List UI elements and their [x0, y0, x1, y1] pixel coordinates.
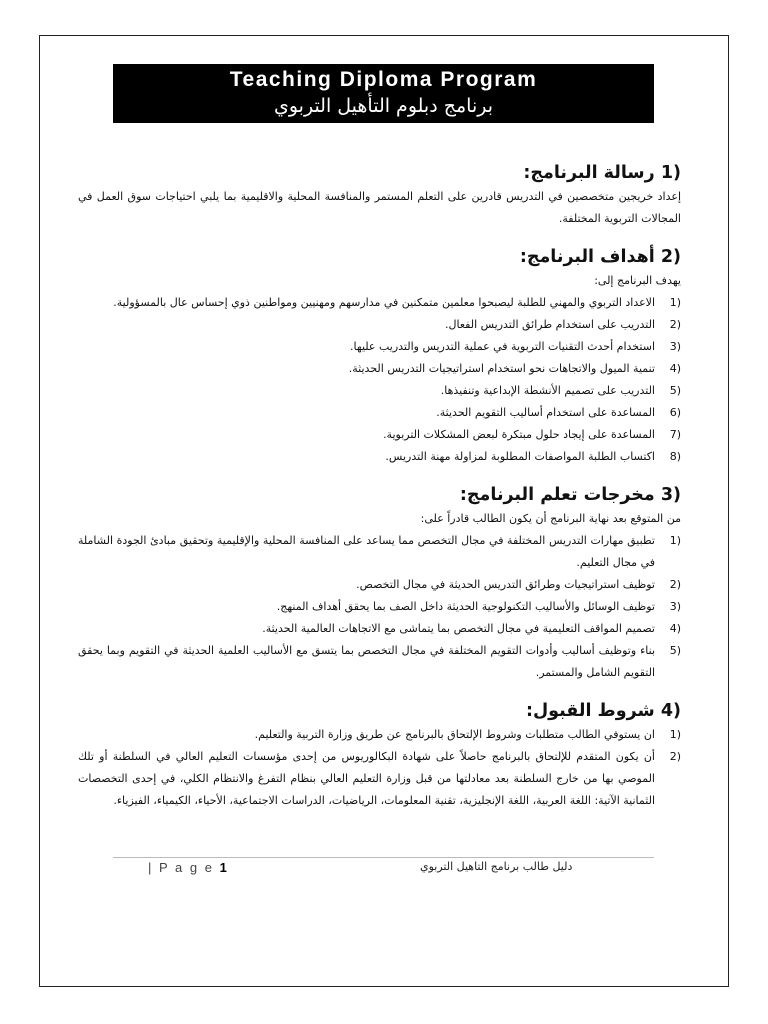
- section-outcomes: [78, 482, 681, 684]
- item-text: التدريب على تصميم الأنشطة الإبداعية وتنفيذها.: [440, 384, 655, 397]
- section-number: 2): [660, 247, 681, 267]
- list-item: [78, 724, 681, 746]
- item-text: ان يستوفي الطالب متطلبات وشروط الإلتحاق بالبرنامج عن طريق وزارة التربية والتعليم.: [254, 728, 655, 741]
- outcomes-list: [78, 530, 681, 684]
- item-number: 2): [669, 578, 681, 591]
- list-item: [78, 446, 681, 468]
- item-number: 1): [669, 728, 681, 741]
- item-number: 5): [669, 644, 681, 657]
- list-item: [78, 640, 681, 684]
- item-text: الاعداد التربوي والمهني للطلبة ليصبحوا معلمين متمكنين في مدارسهم ومهنيين ومواطنين ذوي إحساس عال بالمسؤولية.: [113, 296, 655, 309]
- item-text: المساعدة على إيجاد حلول مبتكرة لبعض المشكلات التربوية.: [383, 428, 655, 441]
- list-item: [78, 424, 681, 446]
- page-number: [148, 860, 227, 875]
- item-text: أن يكون المتقدم للإلتحاق بالبرنامج حاصلاً على شهادة البكالوريوس من إحدى مؤسسات التعليم العالي في السلطنة أو تلك الموصي بها من خارج السلطنة بعد معادلتها من قبل وزارة التعليم العالي بنظام التفرغ والانتظام الكلي، في إحدى التخصصات الثمانية الآتية: اللغة العربية، اللغة الإنجليزية، تقنية المعلومات، الرياضيات، الدراسات الاجتماعية، الأحياء، الكيمياء، الفيزياء.: [78, 750, 655, 807]
- section-title: أهداف البرنامج:: [519, 247, 655, 267]
- item-number: 5): [669, 384, 681, 397]
- section-number: 3): [660, 485, 681, 505]
- page-label: | P a g e: [148, 860, 214, 875]
- item-text: استخدام أحدث التقنيات التربوية في عملية التدريس والتدريب عليها.: [350, 340, 655, 353]
- page-number-value: 1: [219, 860, 227, 875]
- section-heading: [78, 160, 681, 186]
- item-number: 1): [669, 534, 681, 547]
- section-heading: [78, 698, 681, 724]
- document-body: [78, 160, 681, 812]
- outcomes-intro: من المتوقع بعد نهاية البرنامج أن يكون الطالب قادراً على:: [420, 512, 681, 525]
- list-item: [78, 746, 681, 812]
- item-text: توظيف استراتيجيات وطرائق التدريس الحديثة في مجال التخصص.: [356, 578, 655, 591]
- list-item: [78, 530, 681, 574]
- item-text: توظيف الوسائل والأساليب التكنولوجية الحديثة داخل الصف بما يحقق أهداف المنهج.: [276, 600, 655, 613]
- item-number: 3): [669, 340, 681, 353]
- list-item: [78, 574, 681, 596]
- section-title: مخرجات تعلم البرنامج:: [459, 485, 655, 505]
- section-heading: [78, 482, 681, 508]
- goals-intro: يهدف البرنامج إلى:: [594, 274, 681, 287]
- section-mission: [78, 160, 681, 230]
- item-number: 2): [669, 318, 681, 331]
- footer-document-title: دليل طالب برنامج التاهيل التربوي: [420, 860, 573, 873]
- list-item: [78, 380, 681, 402]
- admission-list: [78, 724, 681, 812]
- list-item: [78, 336, 681, 358]
- item-text: تصميم المواقف التعليمية في مجال التخصص بما يتماشى مع الاتجاهات العالمية الحديثة.: [262, 622, 655, 635]
- item-text: تنمية الميول والاتجاهات نحو استخدام استراتيجيات التدريس الحديثة.: [348, 362, 655, 375]
- list-item: [78, 618, 681, 640]
- section-goals: [78, 244, 681, 468]
- banner-title-english: Teaching Diploma Program: [229, 68, 538, 91]
- item-number: 2): [669, 750, 681, 763]
- item-text: اكتساب الطلبة المواصفات المطلوبة لمزاولة مهنة التدريس.: [385, 450, 655, 463]
- footer-divider: [113, 857, 654, 858]
- list-item: [78, 358, 681, 380]
- item-text: بناء وتوظيف أساليب وأدوات التقويم المختلفة في مجال التخصص بما يتسق مع الأساليب العلمية الحديثة في التقويم وبما يحقق التقويم الشامل والمستمر.: [78, 644, 655, 679]
- section-admission: [78, 698, 681, 812]
- item-number: 4): [669, 362, 681, 375]
- item-number: 4): [669, 622, 681, 635]
- list-item: [78, 402, 681, 424]
- section-title: شروط القبول:: [526, 701, 655, 721]
- list-item: [78, 314, 681, 336]
- item-number: 1): [669, 296, 681, 309]
- mission-text: إعداد خريجين متخصصين في التدريس قادرين على التعلم المستمر والمنافسة المحلية والاقليمية بما يلبي احتياجات سوق العمل في المجالات التربوية المختلفة.: [78, 190, 681, 225]
- section-number: 1): [660, 163, 681, 183]
- goals-list: [78, 292, 681, 468]
- list-item: [78, 292, 681, 314]
- item-text: تطبيق مهارات التدريس المختلفة في مجال التخصص مما يساعد على المنافسة المحلية والإقليمية وتحقيق مبادئ الجودة الشاملة في مجال التعليم.: [78, 534, 655, 569]
- section-number: 4): [660, 701, 681, 721]
- item-text: التدريب على استخدام طرائق التدريس الفعال.: [445, 318, 655, 331]
- list-item: [78, 596, 681, 618]
- item-number: 3): [669, 600, 681, 613]
- section-title: رسالة البرنامج:: [523, 163, 655, 183]
- banner-title-arabic: برنامج دبلوم التأهيل التربوي: [273, 95, 494, 117]
- section-heading: [78, 244, 681, 270]
- item-number: 6): [669, 406, 681, 419]
- item-number: 7): [669, 428, 681, 441]
- title-banner: [113, 64, 654, 123]
- item-number: 8): [669, 450, 681, 463]
- item-text: المساعدة على استخدام أساليب التقويم الحديثة.: [436, 406, 655, 419]
